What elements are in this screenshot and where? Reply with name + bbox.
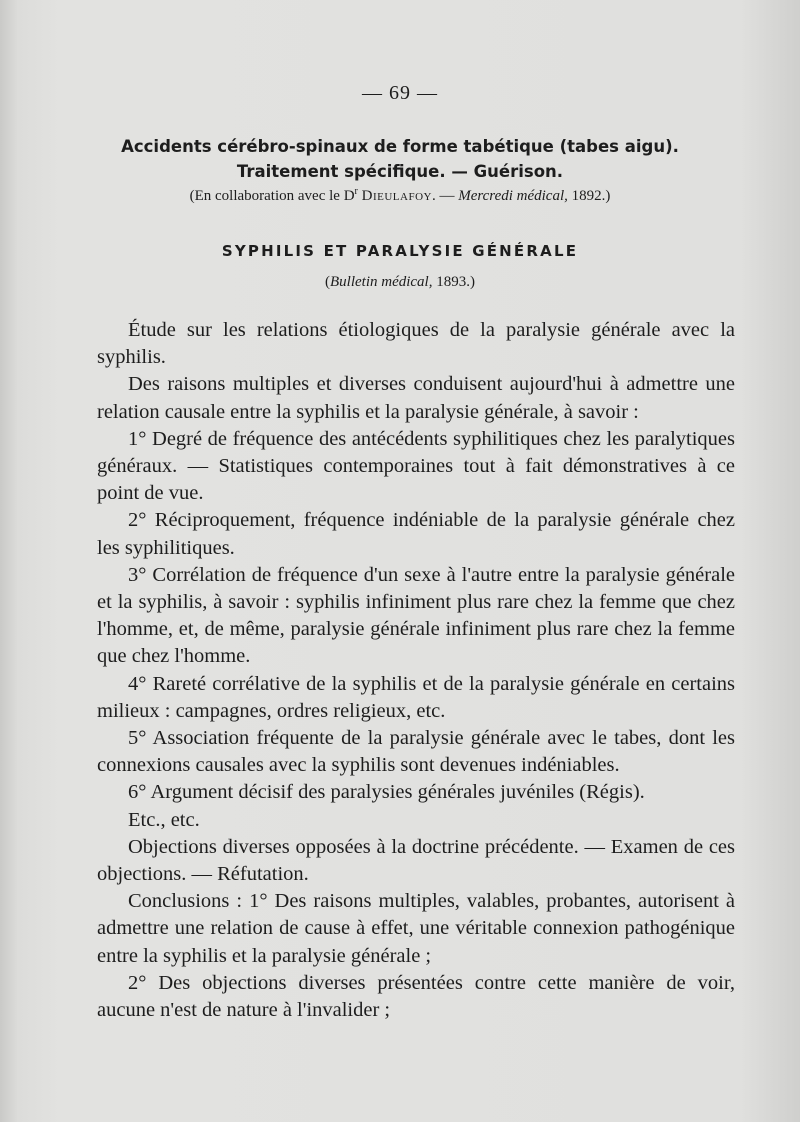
paragraph: 4° Rareté corrélative de la syphilis et de la paralysie générale en certains milieux : campagnes, ordres religieux, etc. — [97, 672, 735, 722]
body-text — [97, 317, 735, 1024]
paragraph: Conclusions : 1° Des raisons multiples, valables, probantes, autorisent à admettre une relation de cause à effet, une véritable connexion pathogénique entre la syphilis et la paralysie générale ; — [97, 890, 735, 967]
paragraph: Etc., etc. — [128, 808, 200, 831]
section2-ref-journal: Bulletin médical, — [330, 274, 433, 290]
paragraph: Des raisons multiples et diverses conduisent aujourd'hui à admettre une relation causale entre la syphilis et la paralysie générale, à savoir : — [97, 373, 735, 423]
paragraph: Objections diverses opposées à la doctrine précédente. — Examen de ces objections. — Réfutation. — [97, 835, 735, 886]
section1-ref-sep: . — — [431, 188, 459, 204]
section2-reference — [0, 274, 800, 291]
section1-ref-sup: r — [354, 186, 358, 197]
section1-reference — [0, 186, 800, 205]
section1-title-line1: Accidents cérébro-spinaux de forme tabétique (tabes aigu). — [121, 137, 679, 156]
section1-ref-author: Dieulafoy — [361, 188, 432, 204]
section2-ref-close: 1893.) — [432, 274, 475, 290]
section1-ref-journal: Mercredi médical, — [458, 188, 568, 204]
section1-ref-open: (En collaboration avec le D — [189, 188, 355, 204]
paragraph: 6° Argument décisif des paralysies générales juvéniles (Régis). — [128, 781, 645, 804]
section1-title-line2: Traitement spécifique. — Guérison. — [236, 162, 564, 181]
page-number: — 69 — — [362, 82, 438, 104]
section2-title: SYPHILIS ET PARALYSIE GÉNÉRALE — [221, 242, 579, 260]
section1-title — [0, 134, 800, 184]
section2-ref-open: ( — [325, 274, 330, 290]
paragraph: 3° Corrélation de fréquence d'un sexe à l'autre entre la paralysie générale et la syphilis, à savoir : syphilis infiniment plus rare chez la femme que chez l'homme, et, de même, paralysie générale infiniment plus rare chez la femme que chez l'homme. — [97, 563, 735, 668]
paragraph: Étude sur les relations étiologiques de la paralysie générale avec la syphilis. — [97, 319, 735, 369]
paragraph: 2° Des objections diverses présentées contre cette manière de voir, aucune n'est de nature à l'invalider ; — [97, 971, 735, 1022]
paragraph: 1° Degré de fréquence des antécédents syphilitiques chez les paralytiques généraux. — Statistiques contemporaines tout à fait démonstratives à ce point de vue. — [97, 427, 735, 505]
paragraph: 2° Réciproquement, fréquence indéniable de la paralysie générale chez les syphilitiques. — [97, 509, 735, 559]
paragraph: 5° Association fréquente de la paralysie générale avec le tabes, dont les connexions causales avec la syphilis sont devenues indéniables. — [97, 727, 735, 777]
section1-ref-close: 1892.) — [567, 188, 611, 204]
